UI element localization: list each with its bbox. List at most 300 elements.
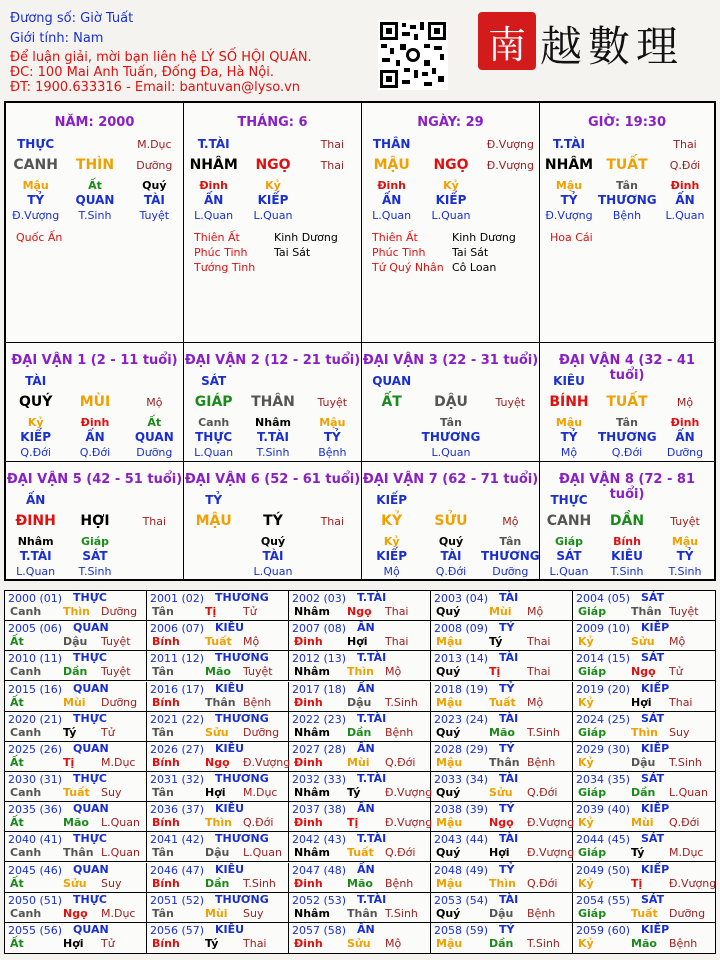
dai-van-hidden-stem: Đinh bbox=[670, 416, 700, 429]
year-label: 2035 (36) bbox=[8, 803, 63, 817]
year-branch: Mùi bbox=[205, 906, 228, 920]
year-stage: Thai bbox=[669, 695, 693, 709]
dai-van-title: ĐẠI VẬN 5 (42 - 51 tuổi) bbox=[6, 472, 183, 487]
dai-van-hidden-stem: Mậu bbox=[671, 535, 699, 548]
year-stem: Mậu bbox=[436, 876, 463, 890]
logo-seal-icon: 南 bbox=[478, 12, 536, 70]
year-star: KIẾP bbox=[641, 862, 670, 876]
pillar-stem-stage: M.Dục bbox=[137, 138, 172, 151]
year-branch: Mùi bbox=[631, 816, 654, 830]
year-branch: Tị bbox=[631, 876, 643, 890]
year-star: THƯƠNG bbox=[215, 651, 269, 665]
dai-van-hidden-stem: Đinh bbox=[80, 416, 110, 429]
dai-van-stem: MẬU bbox=[195, 513, 232, 529]
year-label: 2044 (45) bbox=[576, 833, 631, 847]
year-label: 2055 (56) bbox=[8, 923, 63, 937]
pillar-hidden-stem: Đinh bbox=[199, 179, 228, 192]
year-branch: Tị bbox=[63, 755, 75, 769]
pillar-branch-stage: Q.Đới bbox=[669, 159, 701, 172]
dai-van-hidden-god: THỰC bbox=[195, 430, 233, 444]
year-label: 2032 (33) bbox=[292, 773, 347, 786]
year-branch: Tý bbox=[347, 786, 361, 799]
pillar-spirit: Thiên Ất bbox=[194, 231, 240, 244]
year-cell bbox=[431, 682, 573, 712]
year-label: 2004 (05) bbox=[576, 592, 631, 605]
dai-van-stage: Thai bbox=[142, 515, 167, 528]
pillar-branch-stage: Thai bbox=[320, 159, 345, 172]
year-star: T.TÀI bbox=[357, 591, 387, 604]
dai-van-stage: Tuyệt bbox=[670, 515, 700, 528]
pillar-stem-stage: Đ.Vượng bbox=[486, 138, 534, 151]
year-cell bbox=[431, 832, 573, 862]
brand-logo bbox=[478, 12, 718, 72]
year-stem: Ất bbox=[10, 755, 24, 769]
dai-van-stage: Thai bbox=[320, 515, 345, 528]
pillar-stem-stage: Thai bbox=[320, 138, 345, 151]
year-label: 2020 (21) bbox=[8, 712, 63, 726]
year-stage: Suy bbox=[101, 786, 122, 799]
year-cell bbox=[147, 893, 289, 923]
year-cell bbox=[573, 621, 715, 651]
year-label: 2041 (42) bbox=[150, 833, 205, 847]
annual-luck-grid bbox=[4, 590, 716, 954]
year-label: 2033 (34) bbox=[434, 773, 489, 786]
year-stage: T.Sinh bbox=[527, 936, 560, 950]
year-stage: Đ.Vượng bbox=[385, 786, 433, 799]
year-branch: Hợi bbox=[347, 635, 368, 649]
dai-van-hidden-stem: Bính bbox=[613, 535, 641, 548]
year-stem: Bính bbox=[152, 936, 180, 950]
dai-van-hidden-god: ẤN bbox=[85, 430, 105, 444]
dai-van-hidden-stage: Q.Đới bbox=[611, 446, 643, 459]
year-stage: T.Sinh bbox=[669, 755, 702, 769]
year-stage: Mộ bbox=[385, 936, 402, 950]
pillar-stem-star: T.TÀI bbox=[197, 137, 230, 151]
year-cell bbox=[147, 742, 289, 772]
year-cell bbox=[573, 591, 715, 621]
year-stage: Thai bbox=[527, 635, 551, 649]
year-cell bbox=[573, 923, 715, 953]
year-stem: Ất bbox=[10, 936, 24, 950]
year-star: KIÊU bbox=[215, 681, 245, 695]
pillar-earthly-branch: TUẤT bbox=[606, 157, 648, 173]
pillar-hidden-god: ẤN bbox=[675, 193, 695, 207]
year-branch: Mùi bbox=[347, 755, 370, 769]
year-stem: Kỷ bbox=[578, 755, 594, 769]
year-label: 2016 (17) bbox=[150, 682, 205, 696]
year-label: 2057 (58) bbox=[292, 923, 347, 937]
year-star: KIẾP bbox=[641, 922, 670, 936]
year-stage: Đ.Vượng bbox=[385, 816, 433, 830]
year-branch: Dậu bbox=[205, 846, 230, 860]
year-stem: Tân bbox=[152, 605, 174, 618]
year-stem: Nhâm bbox=[294, 906, 330, 920]
year-stem: Ất bbox=[10, 816, 24, 830]
year-cell bbox=[289, 621, 431, 651]
dai-van-branch: TÝ bbox=[263, 513, 283, 529]
year-stage: Thai bbox=[385, 605, 409, 618]
year-stem: Bính bbox=[152, 635, 180, 649]
year-branch: Hợi bbox=[631, 695, 652, 709]
pillar-hidden-god: TÀI bbox=[143, 193, 165, 207]
year-stem: Bính bbox=[152, 816, 180, 830]
year-label: 2024 (25) bbox=[576, 712, 631, 726]
year-label: 2031 (32) bbox=[150, 773, 205, 786]
year-cell bbox=[289, 772, 431, 802]
year-star: THỰC bbox=[73, 832, 107, 846]
year-cell bbox=[5, 682, 147, 712]
dai-van-hidden-stem: Quý bbox=[438, 535, 464, 548]
pillar-hidden-stage: Đ.Vượng bbox=[12, 209, 60, 222]
year-stem: Tân bbox=[152, 846, 174, 860]
year-star: T.TÀI bbox=[357, 892, 387, 906]
year-label: 2048 (49) bbox=[434, 863, 489, 877]
year-branch: Dần bbox=[205, 876, 230, 890]
dai-van-star: THỰC bbox=[550, 493, 588, 507]
dai-van-hidden-stage: Mộ bbox=[383, 565, 400, 578]
dai-van-1 bbox=[6, 343, 184, 462]
dai-van-stage: Tuyệt bbox=[495, 396, 526, 409]
year-star: KIÊU bbox=[215, 802, 245, 816]
year-branch: Tuất bbox=[347, 846, 374, 860]
pillar-spirit: Hoa Cái bbox=[550, 231, 593, 244]
dai-van-hidden-god: T.TÀI bbox=[19, 549, 52, 563]
pillar-hidden-stage: Tuyệt bbox=[139, 209, 170, 222]
dai-van-hidden-stage: Q.Đới bbox=[79, 446, 111, 459]
year-branch: Dậu bbox=[63, 635, 88, 649]
dai-van-hidden-stem: Tân bbox=[499, 535, 522, 548]
year-stem: Mậu bbox=[436, 816, 463, 830]
dai-van-branch: SỬU bbox=[434, 513, 468, 529]
pillar-hidden-stage: L.Quan bbox=[665, 209, 705, 222]
year-stem: Bính bbox=[152, 695, 180, 709]
year-label: 2012 (13) bbox=[292, 652, 347, 666]
year-branch: Sửu bbox=[489, 786, 513, 799]
year-stage: L.Quan bbox=[101, 816, 140, 830]
year-star: KIÊU bbox=[215, 621, 245, 635]
pillar-spirit: Cô Loan bbox=[452, 261, 497, 274]
year-label: 2058 (59) bbox=[434, 923, 489, 937]
dai-van-7 bbox=[362, 462, 540, 579]
year-star: KIÊU bbox=[215, 922, 245, 936]
year-stem: Giáp bbox=[578, 725, 607, 739]
pillar-hidden-stem: Tân bbox=[616, 179, 638, 192]
pillar-stem-star: THÂN bbox=[372, 137, 411, 151]
pillar-hidden-stem: Mậu bbox=[22, 179, 49, 192]
pillar-spirit: Tướng Tinh bbox=[194, 261, 256, 274]
dai-van-5 bbox=[6, 462, 184, 579]
year-cell bbox=[289, 712, 431, 742]
year-stage: Tuyệt bbox=[669, 605, 699, 618]
year-cell bbox=[573, 742, 715, 772]
pillar-spirit: Tai Sát bbox=[274, 246, 311, 259]
year-stem: Kỷ bbox=[578, 876, 594, 890]
year-cell bbox=[573, 772, 715, 802]
dai-van-hidden-stem: Canh bbox=[198, 416, 230, 429]
year-stage: T.Sinh bbox=[527, 725, 560, 739]
year-stage: Tử bbox=[101, 936, 115, 950]
year-branch: Dần bbox=[631, 786, 656, 799]
year-label: 2051 (52) bbox=[150, 893, 205, 907]
year-star: SÁT bbox=[641, 772, 665, 785]
dai-van-stage: Mộ bbox=[676, 396, 694, 409]
year-label: 2034 (35) bbox=[576, 773, 631, 786]
year-branch: Sửu bbox=[347, 936, 371, 950]
dai-van-stem: QUÝ bbox=[18, 394, 53, 410]
dai-van-hidden-stage: L.Quan bbox=[16, 565, 56, 578]
year-stage: Suy bbox=[243, 906, 264, 920]
year-star: THƯƠNG bbox=[215, 591, 269, 604]
year-branch: Mão bbox=[489, 725, 515, 739]
year-label: 2038 (39) bbox=[434, 803, 489, 817]
year-cell bbox=[147, 802, 289, 832]
year-branch: Thân bbox=[489, 755, 520, 769]
year-branch: Mùi bbox=[63, 695, 86, 709]
year-label: 2045 (46) bbox=[8, 863, 63, 877]
year-label: 2021 (22) bbox=[150, 712, 205, 726]
year-cell bbox=[573, 893, 715, 923]
year-stage: Bệnh bbox=[385, 876, 414, 890]
year-star: TỶ bbox=[499, 741, 515, 755]
year-cell bbox=[147, 651, 289, 681]
year-branch: Mão bbox=[205, 665, 231, 679]
pillar-heavenly-stem: NHÂM bbox=[189, 157, 238, 173]
year-branch: Tị bbox=[205, 605, 217, 618]
dai-van-2 bbox=[184, 343, 362, 462]
year-stem: Canh bbox=[10, 906, 42, 920]
year-star: ẤN bbox=[357, 681, 375, 695]
year-stage: L.Quan bbox=[669, 786, 708, 799]
year-stem: Quý bbox=[436, 846, 461, 860]
year-stage: Tử bbox=[243, 605, 257, 618]
year-cell bbox=[5, 832, 147, 862]
pillar-title: NGÀY: 29 bbox=[417, 115, 484, 130]
pillar-earthly-branch: THÌN bbox=[75, 157, 115, 173]
year-label: 2014 (15) bbox=[576, 652, 631, 666]
dai-van-hidden-stage: L.Quan bbox=[253, 565, 293, 578]
pillar-hidden-god: THƯƠNG bbox=[598, 193, 657, 207]
pillar-hidden-stage: L.Quan bbox=[372, 209, 412, 222]
year-branch: Tý bbox=[489, 635, 503, 649]
year-star: THƯƠNG bbox=[215, 711, 269, 725]
year-cell bbox=[289, 651, 431, 681]
pillar-year bbox=[6, 103, 184, 343]
year-stem: Quý bbox=[436, 906, 461, 920]
dai-van-hidden-god: TÀI bbox=[262, 549, 284, 563]
year-cell bbox=[5, 802, 147, 832]
year-branch: Mão bbox=[63, 816, 89, 830]
dai-van-8 bbox=[540, 462, 714, 579]
year-label: 2030 (31) bbox=[8, 773, 63, 786]
pillar-hidden-stem: Kỷ bbox=[443, 179, 459, 192]
pillar-title: NĂM: 2000 bbox=[54, 115, 135, 130]
year-star: TỶ bbox=[499, 621, 515, 635]
year-star: KIẾP bbox=[641, 681, 670, 695]
year-stem: Tân bbox=[152, 665, 174, 679]
contact-line: Để luận giải, mời bạn liên hệ LÝ SỐ HỘI QUÁN. bbox=[10, 50, 312, 65]
dai-van-hidden-god: KIÊU bbox=[611, 549, 643, 563]
year-stage: Tử bbox=[101, 725, 115, 739]
year-label: 2049 (50) bbox=[576, 863, 631, 877]
year-stage: L.Quan bbox=[101, 846, 140, 860]
dai-van-branch: THÂN bbox=[251, 394, 295, 410]
dai-van-stem: CANH bbox=[546, 513, 592, 529]
year-label: 2053 (54) bbox=[434, 893, 489, 907]
pillar-hidden-stem: Mậu bbox=[555, 179, 583, 192]
year-stem: Tân bbox=[152, 906, 174, 920]
dai-van-hidden-stem: Mậu bbox=[555, 416, 583, 429]
year-branch: Ngọ bbox=[489, 816, 514, 830]
dai-van-4 bbox=[540, 343, 714, 462]
year-stem: Kỷ bbox=[578, 936, 594, 950]
year-branch: Hợi bbox=[489, 846, 510, 860]
year-label: 2043 (44) bbox=[434, 833, 489, 847]
dai-van-hidden-god: TỶ bbox=[560, 430, 578, 444]
year-star: ẤN bbox=[357, 922, 375, 936]
dai-van-hidden-stem: Tân bbox=[616, 416, 638, 429]
year-stem: Quý bbox=[436, 725, 461, 739]
pillar-heavenly-stem: NHÂM bbox=[544, 157, 594, 173]
year-stage: M.Dục bbox=[101, 755, 136, 769]
year-cell bbox=[5, 742, 147, 772]
year-stem: Đinh bbox=[294, 876, 323, 890]
year-label: 2005 (06) bbox=[8, 622, 63, 636]
dai-van-hidden-stage: Dưỡng bbox=[136, 446, 173, 459]
pillar-hidden-god: TỶ bbox=[560, 193, 578, 207]
year-star: KIÊU bbox=[215, 741, 245, 755]
year-label: 2029 (30) bbox=[576, 742, 631, 756]
year-branch: Sửu bbox=[205, 725, 229, 739]
year-stem: Tân bbox=[152, 786, 174, 799]
dai-van-star: KIÊU bbox=[553, 374, 585, 388]
owner-line: Đương số: Giờ Tuất bbox=[10, 11, 134, 26]
year-cell bbox=[289, 832, 431, 862]
dai-van-star: TÀI bbox=[25, 374, 47, 388]
pillar-spirit: Quốc Ấn bbox=[16, 231, 63, 244]
year-label: 2037 (38) bbox=[292, 803, 347, 817]
dai-van-hidden-stage: T.Sinh bbox=[256, 446, 290, 459]
year-label: 2015 (16) bbox=[8, 682, 63, 696]
address-line: ĐC: 100 Mai Anh Tuấn, Đống Đa, Hà Nội. bbox=[10, 65, 274, 80]
dai-van-stem: KỶ bbox=[381, 513, 403, 529]
dai-van-hidden-stem: Nhâm bbox=[255, 416, 291, 429]
dai-van-hidden-god: ẤN bbox=[675, 430, 695, 444]
pillar-hidden-stage: L.Quan bbox=[253, 209, 293, 222]
pillar-hidden-stem: Quý bbox=[142, 179, 167, 192]
year-stage: Dưỡng bbox=[101, 605, 138, 618]
year-branch: Tuất bbox=[489, 695, 516, 709]
year-branch: Tuất bbox=[205, 635, 232, 649]
year-branch: Mão bbox=[347, 876, 373, 890]
year-stem: Mậu bbox=[436, 695, 463, 709]
year-stem: Ất bbox=[10, 876, 24, 890]
pillar-hidden-stage: T.Sinh bbox=[78, 209, 112, 222]
pillar-stem-stage: Thai bbox=[673, 138, 697, 151]
year-star: TÀI bbox=[499, 892, 519, 906]
year-cell bbox=[431, 621, 573, 651]
dai-van-hidden-stage: Q.Đới bbox=[20, 446, 51, 459]
year-cell bbox=[5, 863, 147, 893]
year-label: 2059 (60) bbox=[576, 923, 631, 937]
year-star: SÁT bbox=[641, 832, 665, 846]
year-stem: Giáp bbox=[578, 786, 607, 799]
pillar-hidden-god: QUAN bbox=[75, 193, 115, 207]
pillar-hidden-god: TỶ bbox=[27, 193, 45, 207]
year-star: TÀI bbox=[499, 591, 519, 604]
pillar-hidden-stage: L.Quan bbox=[194, 209, 234, 222]
dai-van-title: ĐẠI VẬN 6 (52 - 61 tuổi) bbox=[184, 472, 361, 487]
year-star: KIẾP bbox=[641, 741, 670, 755]
year-cell bbox=[289, 591, 431, 621]
phone-email-line[interactable]: ĐT: 1900.633316 - Email: bantuvan@lyso.vn bbox=[10, 80, 301, 95]
year-label: 2042 (43) bbox=[292, 833, 347, 847]
pillar-hidden-stem: Đinh bbox=[377, 179, 406, 192]
year-stage: Tuyệt bbox=[243, 665, 273, 679]
year-branch: Ngọ bbox=[347, 605, 372, 618]
year-branch: Thân bbox=[347, 906, 378, 920]
year-cell bbox=[573, 712, 715, 742]
year-branch: Ngọ bbox=[205, 755, 230, 769]
year-label: 2040 (41) bbox=[8, 833, 63, 847]
year-cell bbox=[5, 923, 147, 953]
pillar-month bbox=[184, 103, 362, 343]
dai-van-hidden-god: THƯƠNG bbox=[598, 430, 657, 444]
year-branch: Thìn bbox=[347, 665, 374, 679]
year-stage: T.Sinh bbox=[243, 876, 276, 890]
dai-van-hidden-stage: L.Quan bbox=[431, 446, 471, 459]
year-label: 2050 (51) bbox=[8, 893, 63, 907]
year-star: TÀI bbox=[499, 772, 519, 785]
dai-van-star: ẤN bbox=[25, 493, 46, 507]
year-label: 2036 (37) bbox=[150, 803, 205, 817]
year-label: 2023 (24) bbox=[434, 712, 489, 726]
year-cell bbox=[147, 923, 289, 953]
year-stem: Tân bbox=[152, 725, 174, 739]
year-stem: Nhâm bbox=[294, 846, 330, 860]
year-cell bbox=[431, 893, 573, 923]
year-stem: Kỷ bbox=[578, 816, 594, 830]
dai-van-stage: Tuyệt bbox=[317, 396, 348, 409]
dai-van-title: ĐẠI VẬN 4 (32 - 41 tuổi) bbox=[559, 353, 695, 383]
year-stage: T.Sinh bbox=[385, 906, 418, 920]
year-stage: Thai bbox=[385, 635, 409, 649]
year-stage: Mộ bbox=[527, 695, 544, 709]
year-label: 2007 (08) bbox=[292, 622, 347, 636]
pillar-spirit: Phúc Tinh bbox=[194, 246, 248, 259]
year-star: TÀI bbox=[499, 711, 519, 725]
year-star: T.TÀI bbox=[357, 772, 387, 785]
year-stage: Q.Đới bbox=[527, 786, 558, 799]
dai-van-hidden-stage: L.Quan bbox=[549, 565, 589, 578]
year-branch: Mão bbox=[631, 936, 657, 950]
year-cell bbox=[431, 923, 573, 953]
year-star: T.TÀI bbox=[357, 651, 387, 665]
year-star: QUAN bbox=[73, 741, 109, 755]
year-stage: Bệnh bbox=[527, 906, 556, 920]
pillar-earthly-branch: NGỌ bbox=[433, 157, 469, 173]
year-branch: Ngọ bbox=[631, 665, 656, 679]
year-cell bbox=[431, 802, 573, 832]
dai-van-stem: GIÁP bbox=[194, 394, 233, 410]
year-label: 2025 (26) bbox=[8, 742, 63, 756]
dai-van-hidden-stem: Giáp bbox=[80, 535, 110, 548]
year-stem: Mậu bbox=[436, 635, 463, 649]
year-stem: Kỷ bbox=[578, 635, 594, 649]
dai-van-hidden-god: SÁT bbox=[556, 549, 582, 563]
year-stage: Đ.Vượng bbox=[243, 755, 291, 769]
pillar-hidden-god: KIẾP bbox=[257, 193, 289, 207]
year-cell bbox=[147, 621, 289, 651]
